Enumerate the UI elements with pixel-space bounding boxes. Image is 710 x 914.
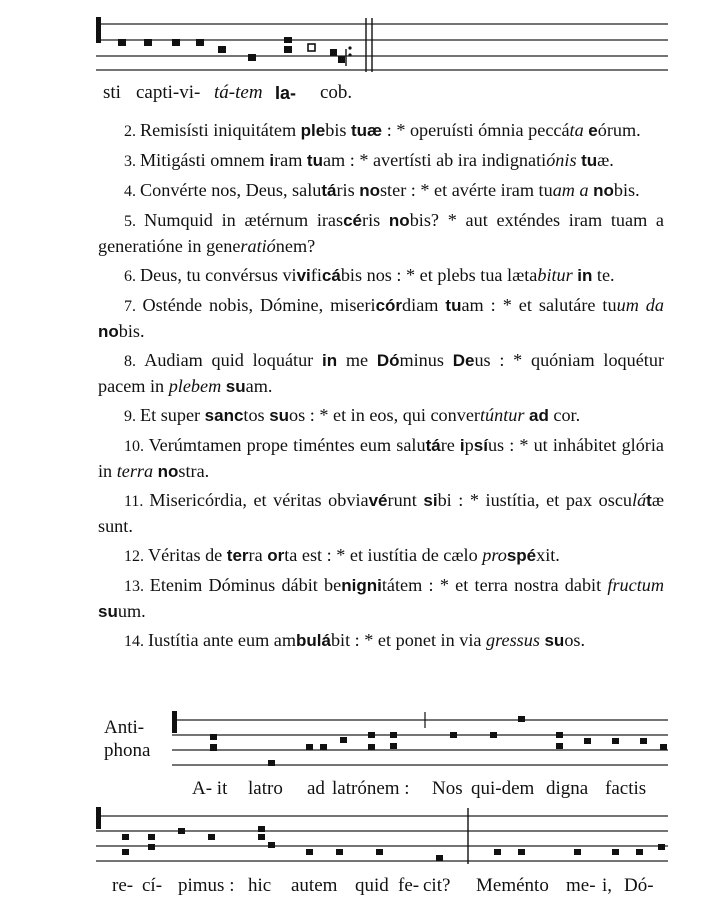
verse-text: us : * quóniam loquétur pacem in bbox=[98, 350, 664, 396]
verse-text: Audiam quid loquátur bbox=[144, 350, 322, 370]
psalm-verses bbox=[98, 118, 664, 658]
verse-text: os. bbox=[564, 630, 586, 650]
psalm-verse bbox=[98, 628, 664, 654]
verse-text: vi bbox=[296, 266, 311, 285]
verse-number: 12. bbox=[124, 548, 148, 565]
verse-text: ris bbox=[362, 210, 389, 230]
verse-text: e bbox=[588, 121, 598, 140]
verse-text: runt bbox=[387, 490, 424, 510]
verse-text: vé bbox=[368, 491, 388, 510]
verse-text: bis nos : * et plebs tua læta bbox=[340, 265, 538, 285]
psalm-verse bbox=[98, 263, 664, 289]
verse-text: Deus, tu convérsus vi bbox=[140, 265, 297, 285]
psalm-verse bbox=[98, 148, 664, 174]
verse-text: sí bbox=[473, 436, 488, 455]
verse-text: Et super bbox=[140, 405, 205, 425]
verse-text: Mitigásti omnem bbox=[140, 150, 270, 170]
top-chant-staff bbox=[96, 14, 668, 76]
syllable: tá-tem bbox=[214, 82, 263, 103]
psalm-verse bbox=[98, 208, 664, 259]
verse-number: 5. bbox=[124, 213, 145, 230]
verse-text: Etenim Dóminus dábit be bbox=[149, 575, 342, 595]
verse-text: re bbox=[440, 435, 460, 455]
verse-text: tá bbox=[321, 181, 337, 200]
psalm-verse bbox=[98, 293, 664, 344]
verse-text: os : * et in eos, qui conver bbox=[289, 405, 480, 425]
verse-text: fi bbox=[310, 265, 322, 285]
verse-number: 2. bbox=[124, 123, 140, 140]
verse-text: bitur bbox=[537, 265, 573, 285]
antiphona-staff-1 bbox=[172, 708, 668, 772]
verse-text: bis bbox=[325, 120, 351, 140]
verse-number: 11. bbox=[124, 493, 150, 510]
syllable: ad bbox=[307, 778, 325, 799]
verse-text: tem : * et terra nostra dabit bbox=[394, 575, 608, 595]
syllable: Ia- bbox=[275, 83, 297, 103]
verse-text: Numquid in ætérnum iras bbox=[144, 210, 344, 230]
verse-text: nem? bbox=[275, 236, 316, 256]
verse-text: bis? * aut exténdes iram tuam a generatióne in gene bbox=[98, 210, 665, 256]
verse-text: ra bbox=[248, 545, 268, 565]
verse-text: no bbox=[359, 181, 380, 200]
verse-text: Convérte nos, Deus, salu bbox=[140, 180, 322, 200]
verse-text: órum. bbox=[597, 120, 641, 140]
syllable: qui-dem bbox=[471, 778, 535, 799]
verse-text: no bbox=[98, 322, 119, 341]
verse-text: : * operuísti ómnia peccá bbox=[382, 120, 570, 140]
verse-number: 3. bbox=[124, 153, 140, 170]
verse-text: bulá bbox=[295, 631, 331, 650]
verse-text: fructum bbox=[607, 575, 665, 595]
verse-text: terra bbox=[116, 461, 154, 481]
syllable: cit? bbox=[423, 875, 451, 896]
verse-text: xit. bbox=[536, 545, 560, 565]
verse-text: cá bbox=[321, 266, 341, 285]
c-clef-icon bbox=[96, 17, 101, 43]
syllable: digna bbox=[546, 778, 589, 799]
verse-number: 9. bbox=[124, 408, 140, 425]
syllable: me- bbox=[566, 875, 596, 896]
syllable: cí- bbox=[142, 875, 163, 896]
verse-text: Remisísti iniquitátem bbox=[140, 120, 301, 140]
verse-text: Iustítia ante eum am bbox=[148, 630, 296, 650]
verse-number: 10. bbox=[124, 438, 149, 455]
verse-text: Misericórdia, et véritas obvia bbox=[149, 490, 369, 510]
verse-text: nigni bbox=[341, 576, 382, 595]
verse-text: ta est : * et iustítia de cælo bbox=[284, 545, 483, 565]
verse-text: pro bbox=[482, 545, 507, 565]
verse-text: minus bbox=[399, 350, 453, 370]
c-clef-icon bbox=[172, 711, 177, 733]
verse-text: æ. bbox=[597, 150, 614, 170]
verse-text: tu bbox=[581, 151, 598, 170]
verse-text: Véritas de bbox=[148, 545, 227, 565]
verse-text: tu bbox=[445, 296, 462, 315]
verse-text: t bbox=[646, 491, 652, 510]
verse-text: am : * avertísti ab ira indignati bbox=[322, 150, 547, 170]
syllable: autem bbox=[291, 875, 338, 896]
verse-text: lá bbox=[632, 490, 647, 510]
verse-text: bit : * et ponet in via bbox=[330, 630, 487, 650]
psalm-verse bbox=[98, 178, 664, 204]
antiphona-staff-2 bbox=[96, 804, 668, 868]
verse-text: ratió bbox=[240, 236, 276, 256]
verse-text: cor. bbox=[548, 405, 581, 425]
verse-number: 7. bbox=[124, 298, 143, 315]
antiphona-label-line2: phona bbox=[104, 740, 151, 761]
verse-text: p bbox=[464, 435, 474, 455]
verse-text: De bbox=[452, 351, 475, 370]
verse-text: diam bbox=[402, 295, 446, 315]
syllable: latrónem : bbox=[332, 778, 410, 799]
syllable: Nos bbox=[432, 778, 463, 799]
verse-text: us : * ut inhábitet glória in bbox=[98, 435, 664, 481]
verse-text: ter bbox=[226, 546, 249, 565]
psalm-verse bbox=[98, 573, 664, 624]
verse-text: æ sunt. bbox=[98, 490, 664, 536]
verse-text: no bbox=[593, 181, 614, 200]
verse-number: 6. bbox=[124, 268, 140, 285]
verse-text: am a bbox=[552, 180, 589, 200]
verse-text: tá bbox=[425, 436, 441, 455]
verse-text: te. bbox=[592, 265, 615, 285]
syllable: hic bbox=[248, 875, 272, 896]
verse-number: 13. bbox=[124, 578, 150, 595]
verse-text: bis. bbox=[118, 321, 145, 341]
psalm-verse bbox=[98, 543, 664, 569]
syllable: i, bbox=[602, 875, 613, 896]
syllable: quid bbox=[355, 875, 389, 896]
verse-text: stra. bbox=[178, 461, 210, 481]
verse-text: bis. bbox=[613, 180, 640, 200]
verse-text: tu bbox=[306, 151, 323, 170]
psalm-verse bbox=[98, 433, 664, 484]
verse-text: ram bbox=[274, 150, 307, 170]
syllable: pimus : bbox=[178, 875, 235, 896]
syllable: capti-vi- bbox=[136, 82, 201, 103]
verse-text: bi : * iustítia, et pax oscu bbox=[437, 490, 633, 510]
verse-text: in bbox=[577, 266, 593, 285]
verse-text: ta bbox=[569, 120, 584, 140]
verse-text: me bbox=[337, 350, 377, 370]
verse-text: am. bbox=[245, 376, 273, 396]
verse-text: Dó bbox=[376, 351, 400, 370]
psalm-verse bbox=[98, 348, 664, 399]
staff-lines bbox=[96, 14, 668, 76]
antiphona-label bbox=[104, 716, 150, 762]
syllable: A- it bbox=[192, 778, 228, 799]
verse-text: um. bbox=[117, 601, 146, 621]
verse-text: um da bbox=[616, 295, 664, 315]
verse-text: ad bbox=[528, 406, 549, 425]
verse-text: su bbox=[269, 406, 290, 425]
verse-text: Verúmtamen prope timéntes eum salu bbox=[148, 435, 426, 455]
verse-text: i bbox=[269, 151, 275, 170]
verse-text: tuæ bbox=[351, 121, 383, 140]
verse-text: plebem bbox=[168, 376, 222, 396]
psalm-verse bbox=[98, 403, 664, 429]
c-clef-icon bbox=[96, 807, 101, 829]
syllable: fe- bbox=[398, 875, 420, 896]
verse-text: si bbox=[423, 491, 438, 510]
verse-text: ple bbox=[300, 121, 326, 140]
verse-text: su bbox=[225, 377, 246, 396]
syllable: Meménto bbox=[476, 875, 549, 896]
verse-text: cé bbox=[343, 211, 363, 230]
verse-text: cór bbox=[375, 296, 403, 315]
verse-text: in bbox=[321, 351, 338, 370]
verse-text: su bbox=[544, 631, 565, 650]
verse-text: túntur bbox=[479, 405, 525, 425]
verse-text: no bbox=[388, 211, 410, 230]
verse-text: sanc bbox=[204, 406, 244, 425]
verse-text: tá bbox=[381, 575, 395, 595]
psalm-verse bbox=[98, 488, 664, 539]
syllable: sti bbox=[103, 82, 121, 103]
verse-text: spé bbox=[506, 546, 537, 565]
verse-number: 14. bbox=[124, 633, 148, 650]
syllable: factis bbox=[605, 778, 647, 799]
syllable: Dó- bbox=[624, 875, 654, 896]
verse-text: am : * et salutáre tu bbox=[461, 295, 617, 315]
verse-text: no bbox=[157, 462, 179, 481]
verse-text: ster : * et avérte iram tu bbox=[379, 180, 553, 200]
verse-number: 8. bbox=[124, 353, 145, 370]
verse-text: ris bbox=[336, 180, 360, 200]
verse-text: ónis bbox=[546, 150, 577, 170]
verse-text: or bbox=[267, 546, 285, 565]
verse-text: tos bbox=[243, 405, 270, 425]
syllable: cob. bbox=[320, 82, 353, 103]
syllable: latro bbox=[248, 778, 283, 799]
verse-text: Osténde nobis, Dómine, miseri bbox=[142, 295, 376, 315]
psalm-verse bbox=[98, 118, 664, 144]
syllable: re- bbox=[112, 875, 134, 896]
verse-text: gressus bbox=[486, 630, 540, 650]
antiphona-label-line1: Anti- bbox=[104, 717, 145, 738]
verse-text: i bbox=[459, 436, 465, 455]
verse-text: su bbox=[98, 602, 118, 621]
verse-number: 4. bbox=[124, 183, 140, 200]
